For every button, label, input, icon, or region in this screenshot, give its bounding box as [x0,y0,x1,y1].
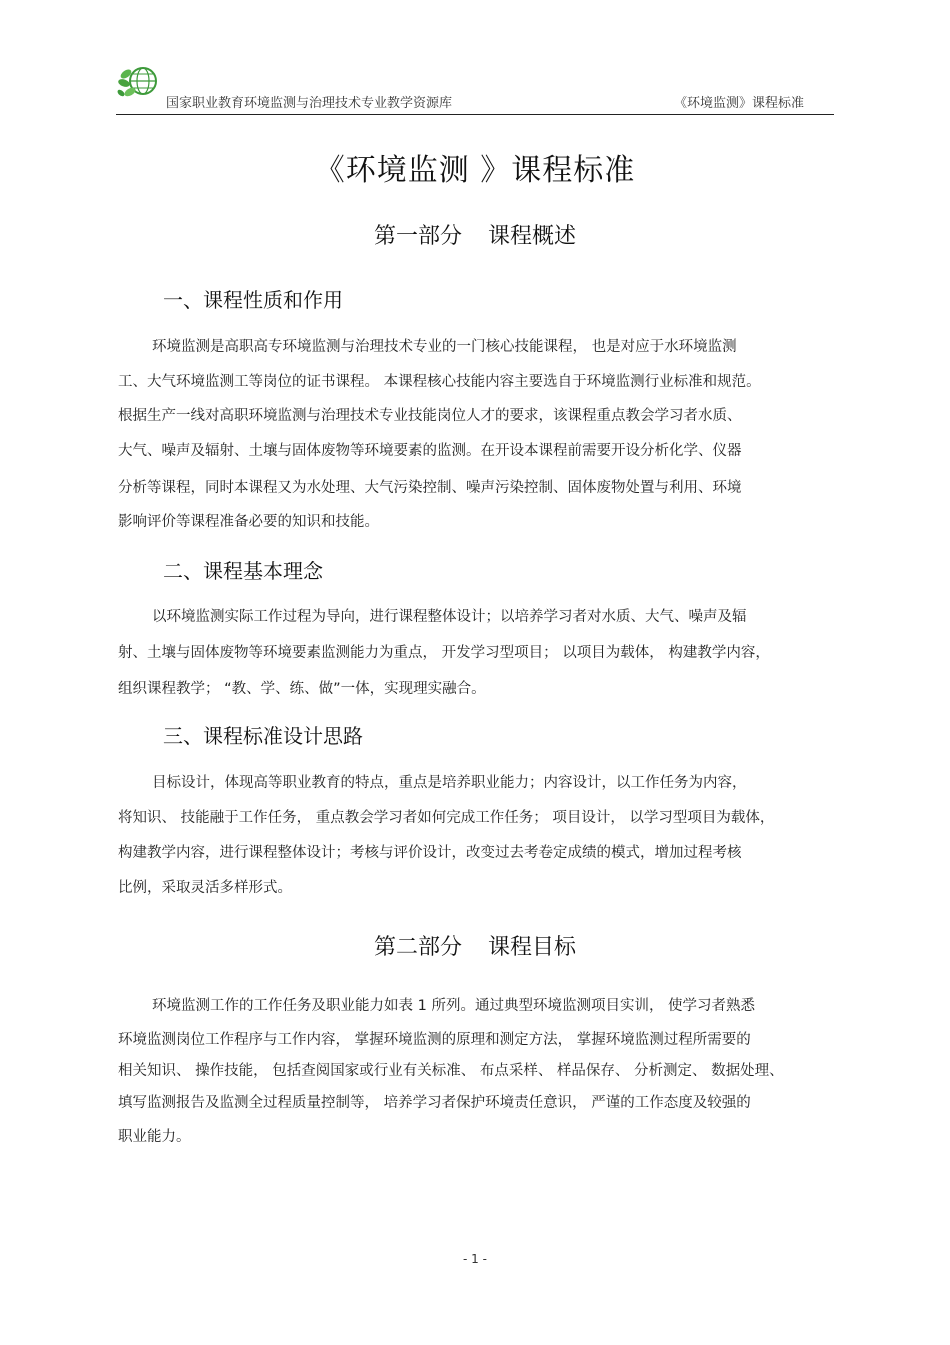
section1-heading: 一、课程性质和作用 [163,288,343,312]
section1-line: 大气、噪声及辐射、土壤与固体废物等环境要素的监测。在开设本课程前需要开设分析化学、仪器 [118,443,742,459]
section3-line: 构建教学内容，进行课程整体设计；考核与评价设计，改变过去考卷定成绩的模式，增加过程考核 [118,845,742,861]
part2-line: 职业能力。 [118,1129,191,1145]
header-document-name: 《环境监测》课程标准 [673,96,804,111]
part2-line: 环境监测工作的工作任务及职业能力如表 1 所列。通过典型环境监测项目实训， 使学习者熟悉 [152,998,756,1014]
part2-number: 第二部分 [373,935,462,960]
part2-line: 环境监测岗位工作程序与工作内容， 掌握环境监测的原理和测定方法， 掌握环境监测过程所需要的 [118,1032,751,1048]
section2-line: 射、土壤与固体废物等环境要素监测能力为重点， 开发学习型项目； 以项目为载体， 构建教学内容， [118,645,770,661]
section3-line: 目标设计，体现高等职业教育的特点，重点是培养职业能力；内容设计，以工作任务为内容， [152,775,747,791]
header-resource-library: 国家职业教育环境监测与治理技术专业教学资源库 [166,96,453,111]
page-header [116,62,834,115]
section3-line: 比例，采取灵活多样形式。 [118,880,292,896]
section1-line: 工、大气环境监测工等岗位的证书课程。 本课程核心技能内容主要选自于环境监测行业标准和规范。 [118,374,761,390]
section1-line: 分析等课程，同时本课程又为水处理、大气污染控制、噪声污染控制、固体废物处置与利用、环境 [118,480,742,496]
section3-line: 将知识、 技能融于工作任务， 重点教会学习者如何完成工作任务； 项目设计， 以学习型项目为载体， [118,810,775,826]
section1-line: 根据生产一线对高职环境监测与治理技术专业技能岗位人才的要求，该课程重点教会学习者水质、 [118,408,742,424]
section2-heading: 二、课程基本理念 [163,559,323,583]
part1-number: 第一部分 [373,224,462,249]
part2-heading [0,930,950,961]
document-title: 《环境监测 》课程标准 [314,153,636,188]
page-number: - 1 - [463,1252,487,1266]
part1-name: 课程概述 [488,224,577,249]
section2-line: 以环境监测实际工作过程为导向，进行课程整体设计；以培养学习者对水质、大气、噪声及辐 [152,609,747,625]
green-globe-leaves-logo-icon [116,64,160,102]
section3-heading: 三、课程标准设计思路 [163,724,363,748]
part2-name: 课程目标 [488,935,577,960]
part1-heading [0,219,950,250]
section1-line: 环境监测是高职高专环境监测与治理技术专业的一门核心技能课程， 也是对应于水环境监测 [152,339,737,355]
section1-line: 影响评价等课程准备必要的知识和技能。 [118,514,379,530]
section2-line: 组织课程教学； “教、学、练、做”一体，实现理实融合。 [118,681,486,697]
part2-line: 相关知识、 操作技能， 包括查阅国家或行业有关标准、 布点采样、 样品保存、 分析测定、 数据处理、 [118,1063,784,1079]
part2-line: 填写监测报告及监测全过程质量控制等， 培养学习者保护环境责任意识， 严谨的工作态度及较强的 [118,1095,751,1111]
